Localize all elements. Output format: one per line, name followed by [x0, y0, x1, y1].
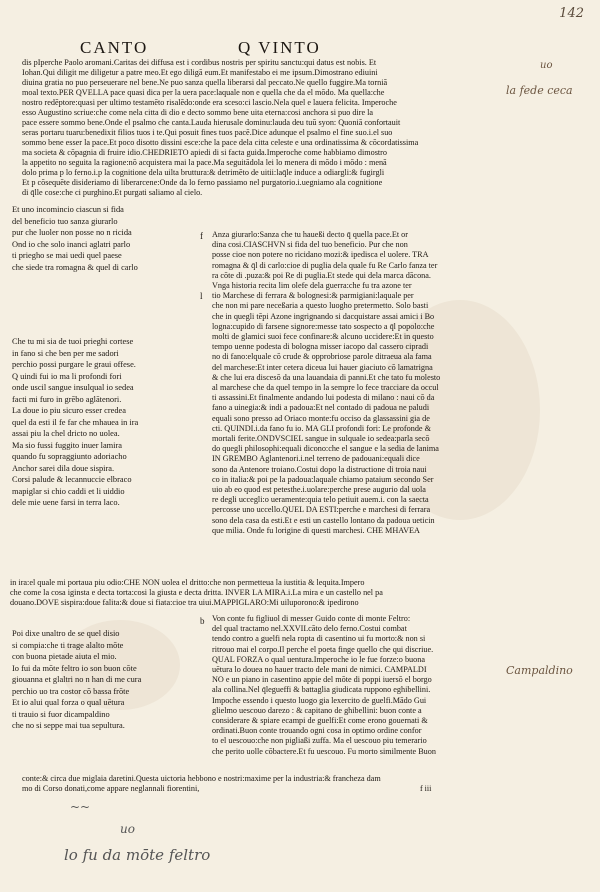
- commentary-line: ra cōte di .puza:& poi Re di puglia.Et stede qui dela marca dācona.: [212, 270, 431, 280]
- commentary-line: esso Augustino scriue:che come nela citta di dio e decto sommo bene uita eterna:cosi anchora si puo dire la: [22, 108, 374, 117]
- commentary-line: glielmo uescouo darezo : & capitano de ghibellini: buon conte a: [212, 705, 422, 715]
- commentary-line: Impoche essendo i questo luogo gia lexercito de guelfi.Mādo Gui: [212, 695, 427, 705]
- running-head-right: Q VINTO: [238, 38, 321, 57]
- verse-line: ti trauio si fuor dicampaldino: [12, 709, 110, 719]
- commentary-line: co in italia:& poi pe la padoua:laquale chiamo pataium secondo Ser: [212, 474, 434, 484]
- footer-note-uo: uo: [120, 822, 135, 836]
- verse-line: che no si seppe mai tua sepultura.: [12, 721, 125, 730]
- commentary-line: cti. QUINDI.i.da fano fu io. MA GLI profondi fori: Le profonde &: [212, 423, 431, 433]
- commentary-line: mortali ferite.ONDVSCIEL sangue in sulquale io sedea:parla secō: [212, 434, 430, 444]
- commentary-line: nostro redēptore:quasi per ultimo testamēto risalēdo:onde era sceso:ci lascio.Nela quel e lauera felicita. Imperoche: [22, 98, 397, 107]
- commentary-line: che perito uolle cōbactere.Et fu uescouo. Fu morto similmente Buon: [212, 746, 436, 756]
- verse-line: Et io alui qual forza o qual uētura: [12, 698, 125, 707]
- verse-line: in fano si che ben per me sadori: [12, 348, 119, 358]
- commentary-line: & che lui era discesō da una lauandaia di panni.Et che tato fu molesto: [212, 372, 441, 382]
- folio-number: 142: [559, 6, 584, 21]
- commentary-line: molti de glamici suoi fece confinare:& alcuno uccidere:Et in questo: [212, 332, 434, 342]
- commentary-line: Anza giurarlo:Sanza che tu haueßi decto q̄ quella pace.Et or: [212, 230, 408, 239]
- verse-line: Ond io che solo inanci aglatri parlo: [12, 239, 131, 249]
- verse-line: pur che luoler non posse no n ricida: [12, 228, 132, 237]
- commentary-line: che non mi pare neceßaria a questo luogho pretermetto. Solo basti: [212, 301, 429, 311]
- verse-line: quel da esti il fe far che mhauea in ira: [12, 417, 139, 427]
- commentary-line: ma societa & cōpagnia di fruire idio.CHEDRIETO apiedi di si facta guida.Imperoche come habbiamo dimostro: [22, 148, 387, 157]
- commentary-line: douano.DOVE sispira:doue falita:& doue si fiata:cioe tra uiui.MAPPIGLARO:Mi uiluporono:& ipedirono: [10, 598, 359, 607]
- verse-line: con buona pietade aiuta el mio.: [12, 652, 117, 661]
- commentary-line: in ira:el quale mi portaua piu odio:CHE NON uolea el dritto:che non permetteua la iustitia & lequita.Impero: [10, 578, 365, 587]
- commentary-line: diuina gratia no puo perseuerare nel bene.Ne puo sanza quella liberarsi dal peccato.Ne quello fuggire.Ma torniā: [22, 78, 388, 87]
- commentary-line: Von conte fu figliuol di messer Guido conte di monte Feltro:: [212, 614, 411, 623]
- commentary-line: ala collina.Nel q̄legueffi & battaglia giudicata ruppono eghibellini.: [212, 685, 431, 695]
- verse-block-1: [12, 204, 182, 273]
- commentary-line: Iohan.Qui diligit me diligetur a patre meo.Et ego diligā eum.Et manifestabo ei me ipsum.Dimostrano ediuini: [22, 68, 378, 77]
- commentary-line: ordinati.Buon conte trouando ogni cosa in optimo ordine confor: [212, 726, 422, 736]
- commentary-line: re degli uccegli:o ueramente:quia telo petiuit auem.i. con la saecta: [212, 495, 429, 505]
- verse-line: Q uindi fui io ma li profondi fori: [12, 371, 122, 381]
- verse-line: quando fu sopraggiunto adoriacho: [12, 452, 127, 461]
- commentary-line: IN GREMBO Aglantenori.i.nel terreno de padouani:equali dice: [212, 454, 420, 464]
- commentary-top-block: [22, 58, 502, 198]
- commentary-wide-block-1: [10, 578, 500, 608]
- commentary-line: del qual tractamo nel.XXVII.cāto delo ferno.Costui combat: [212, 624, 407, 634]
- footer-note-name: lo fu da mōte feltro: [64, 846, 211, 864]
- verse-line: Anchor sarei dila doue sispira.: [12, 463, 115, 473]
- commentary-line: que milia. Onde fu lorigine di questi marchesi. CHE MHAVEA: [212, 525, 420, 535]
- verse-line: Et uno incomincio ciascun si fida: [12, 205, 124, 214]
- commentary-line: Et p cōsequēte disideriamo di liberarcene:Onde da lo ferno passiamo nel purgatorio.i.uegniamo ala cognitione: [22, 178, 383, 187]
- commentary-line: to el uescouo:che non pigliaßi zuffa. Ma el uescouo piu temerario: [212, 736, 427, 746]
- verse-line: giouanna et glaltri no n han di me cura: [12, 675, 142, 684]
- verse-block-3: [12, 628, 182, 732]
- commentary-line: percosse uno uccello.QUEL DA ESTI:perche e marchesi di ferrara: [212, 505, 431, 515]
- commentary-block-1: [212, 230, 502, 536]
- commentary-line: do quegli philosophi:equali dicono:che el sangue e la sedia de lanima: [212, 444, 439, 454]
- commentary-line: tio Marchese di ferrara & bolognesi:& parmigiani:laquale per: [212, 291, 414, 301]
- commentary-line: logna:cupido di farsene signore:messe tato sospecto a q̄l popolo:che: [212, 321, 435, 331]
- verse-line: Che tu mi sia de tuoi prieghi cortese: [12, 337, 134, 346]
- verse-line: facti mi furo in grēbo aglātenori.: [12, 394, 122, 404]
- verse-line: perchio uo tra costor cō bassa frōte: [12, 686, 130, 696]
- verse-line: dele mie uene farsi in terra laco.: [12, 498, 120, 507]
- section-mark-f: f: [200, 231, 203, 241]
- commentary-line: uio ab eo quod est petesthe.i.uolare:perche prese augurio dal uola: [212, 485, 426, 495]
- margin-note: Campaldino: [506, 664, 573, 677]
- section-mark-l: l: [200, 291, 203, 301]
- commentary-line: seras portaru tuaru:benedixit filios tuos i te.Qui posuit fines tuos pacē.Dice adunque el psalmo el fine suo.i.el suo: [22, 128, 393, 137]
- verse-line: onde uscil sangue insulqual io sedea: [12, 383, 134, 392]
- verse-line: che siede tra romagna & quel di carlo: [12, 262, 138, 272]
- commentary-line: posse cioe non potere no ricidano mozi:& ipedisca el uolere. TRA: [212, 250, 429, 260]
- commentary-line: dina cosi.CIASCHVN si fida del tuo beneficio. Pur che non: [212, 240, 408, 250]
- commentary-line: sono da Antenore troiano.Costui dopo la distructione di troia naui: [212, 464, 427, 474]
- verse-line: assai piu la chel dricto no uolea.: [12, 429, 120, 438]
- commentary-line: romagna & q̄l di carlo:cioe di puglia dela quale fu Re Carlo fanza ter: [212, 260, 438, 270]
- commentary-line: al marchese che da quel tempo in la sempre lo fece tracciare da occul: [212, 383, 439, 393]
- verse-line: Poi dixe unaltro de se quel disio: [12, 629, 120, 638]
- commentary-line: no di fano:elquale cō crude & opprobriose parole ditraeua ala fama: [212, 352, 432, 362]
- verse-line: si compia:che ti trage alalto mōte: [12, 640, 124, 650]
- commentary-line: mo di Corso donati,come appare neglannali fiorentini,: [22, 784, 200, 793]
- commentary-line: sono dela casa da esti.Et e esti un castello lontano da padoua ueticin: [212, 515, 435, 525]
- footer-note-dash: ~~: [70, 800, 91, 814]
- commentary-line: considerare & spiare ecampi de guelfi:Et come erono gouernati &: [212, 716, 428, 726]
- commentary-line: conte:& circa due miglaia daretini.Questa uictoria hebbono e nostri:maxime per la industria:& francheza dam: [22, 774, 381, 783]
- margin-note: uo: [540, 60, 553, 71]
- commentary-line: che come la cosa iginsta e decta torta:cosi la giusta e decta dritta. INVER LA MIRA.i.La mira e un castello nel pa: [10, 588, 383, 597]
- commentary-line: la appetito no seguita la ragione:nō acquistera mai la pace.Ma seguitādola lei lo menera di mōdo i mōdo : menā: [22, 158, 387, 167]
- verse-line: Corsi palude & lecannuccie elbraco: [12, 475, 132, 484]
- commentary-line: QUAL FORZA o qual uentura.Imperoche io le fue forze:o buona: [212, 654, 425, 664]
- commentary-line: pace essere sommo bene.Onde el psalmo che canta.Lauda hierusale dominu:lauda deu tuū syon: Quoniā confortauit: [22, 118, 401, 127]
- commentary-line: sommo bene esser la pace.Et poco disotto dissini esce:che la pace dela citta celeste e una ordinatissima & cōcordatissima: [22, 138, 419, 147]
- verse-line: ti priegho se mai uedi quel paese: [12, 251, 122, 260]
- commentary-line: tempo uenne podesta di bologna misser iacopo dal cassero cipradi: [212, 342, 429, 352]
- running-head-left: CANTO: [80, 38, 149, 57]
- verse-line: mapiglar si chio caddi et li uiddio: [12, 486, 125, 496]
- commentary-line: dolo prima p lo ferno.i.p la cognitione dela uilta bruttura:& detrimēto de uitii:laq̄le induce a odiargli:& fugirgli: [22, 168, 385, 177]
- commentary-line: che in quegli tēpi Azone ingrignando si dacquistare assai amici i Bo: [212, 311, 435, 321]
- commentary-line: uētura lo douea no hauer tracto dele mani de nimici. CAMPALDI: [212, 665, 427, 675]
- verse-line: del beneficio tuo sanza giurarlo: [12, 216, 118, 226]
- commentary-line: tendo contro a guelfi nela ropta di casentino ui fu morto:& non si: [212, 634, 426, 644]
- margin-note: la fede ceca: [506, 84, 573, 97]
- verse-line: perchio possi purgare le graui offese.: [12, 360, 136, 369]
- commentary-line: del marchese:Et inter cetera diceua lui hauer giaciuto cō lamatrigna: [212, 362, 433, 372]
- commentary-line: di q̄lle cose:che ci purghino.Et purgati saliamo al cielo.: [22, 188, 203, 197]
- commentary-line: fano a uinegia:& indi a padoua:Et nel contado di padoua ne paludi: [212, 403, 430, 413]
- commentary-line: equali sono presso ad Oriaco monte:fu occiso da glassassini gia de: [212, 413, 430, 423]
- verse-line: Ma sio fussi fuggito inuer lamira: [12, 440, 123, 450]
- commentary-line: moal texto.PER QVELLA pace quasi dica per la uera pace:laquale non e quella che da el mōdo. Ma quella:che: [22, 88, 385, 97]
- commentary-line: NO e un piano in casentino appie del mōte di poppi iuersō el borgo: [212, 675, 432, 685]
- commentary-line: dis pIperche Paolo aromani.Caritas dei diffusa est i cordibus nostris per spiritu sanctu:qui datus est nobis. Et: [22, 58, 377, 67]
- signature-mark: f iii: [420, 784, 432, 793]
- commentary-line: Vnga historia recita lim olefe dela guerra:che fu tra azone ter: [212, 281, 412, 291]
- commentary-block-2: [212, 614, 502, 757]
- commentary-line: ti assassini.Et finalmente andando lui podesta di milano : naui cō da: [212, 393, 435, 403]
- verse-line: La doue io piu sicuro esser credea: [12, 406, 126, 415]
- section-mark-b: b: [200, 616, 205, 626]
- verse-line: Io fui da mōte feltro io son buon cōte: [12, 663, 137, 673]
- verse-block-2: [12, 336, 182, 509]
- commentary-line: ritrouo mai el corpo.Il perche el poeta finge quello che qui discriue.: [212, 644, 434, 654]
